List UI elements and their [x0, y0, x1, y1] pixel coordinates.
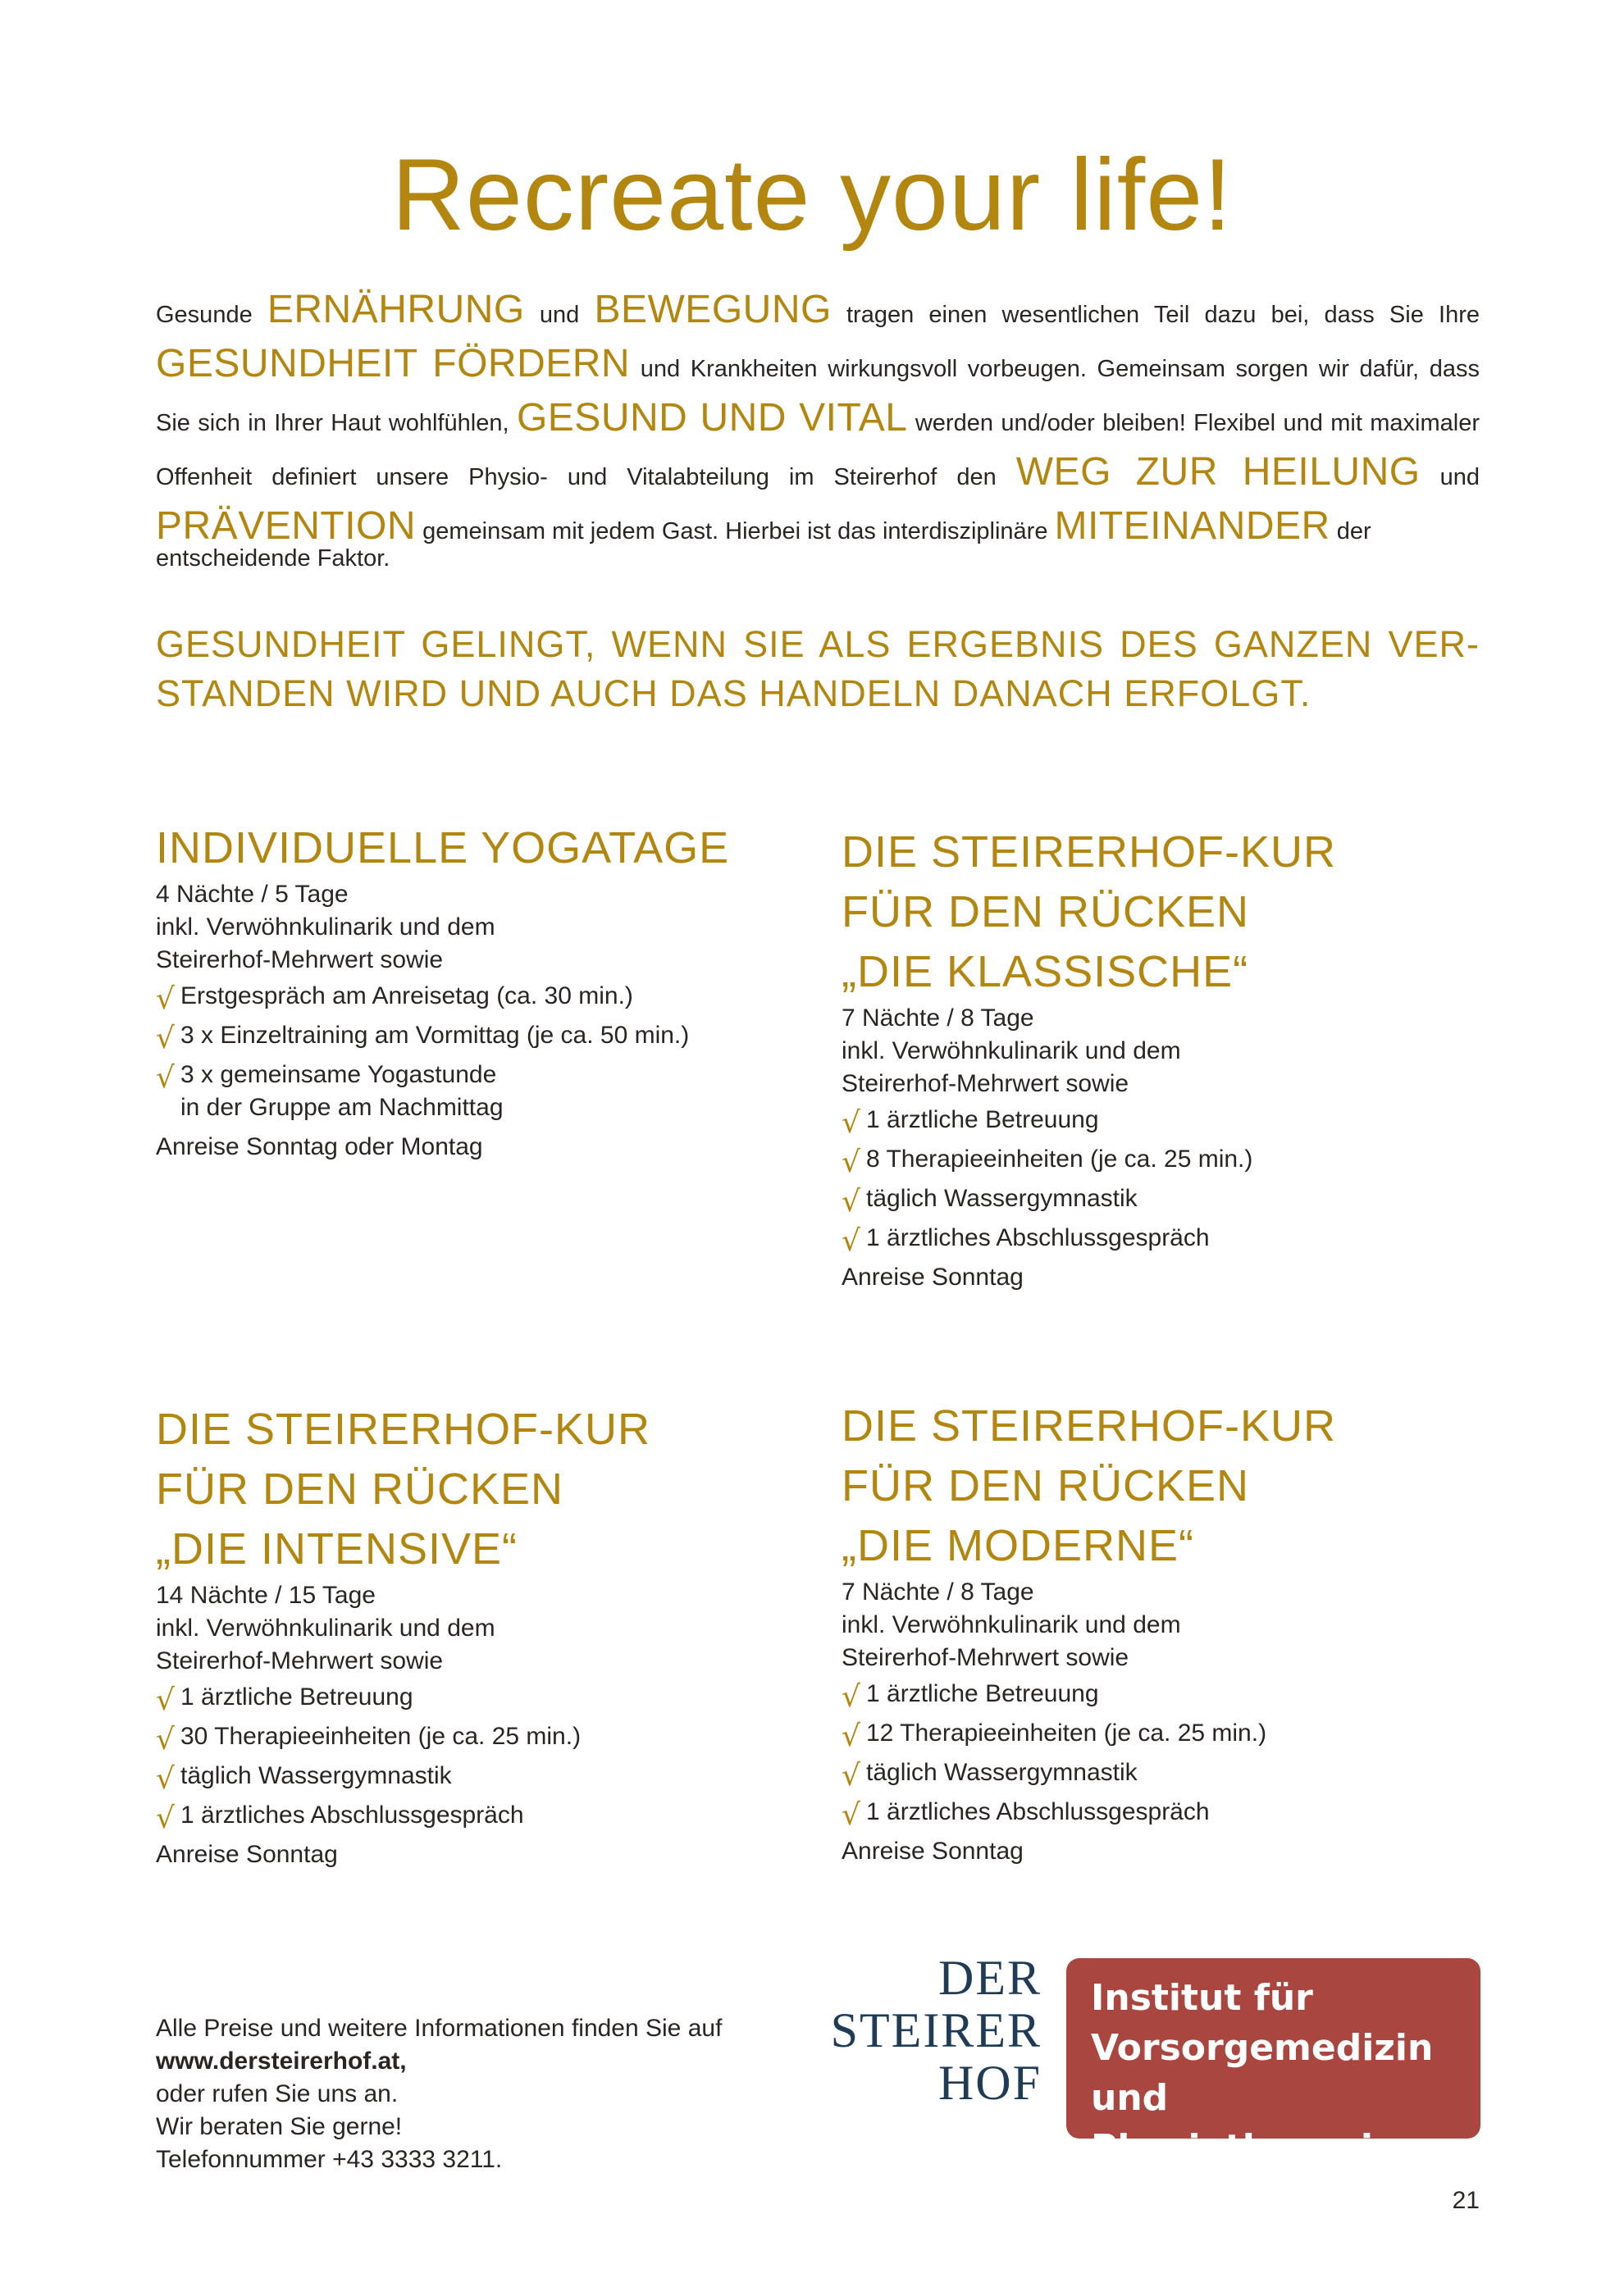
- offer-items: [156, 1681, 779, 1835]
- claim-line: STANDEN WIRD UND AUCH DAS HANDELN DANACH ERFOLGT.: [156, 672, 1312, 714]
- offer-meta: [156, 878, 779, 977]
- offer-title: [156, 1400, 779, 1579]
- intro-text: der: [1330, 518, 1371, 544]
- footer-line: Alle Preise und weitere Informationen finden Sie auf: [156, 2015, 723, 2042]
- offer-items: [842, 1678, 1465, 1832]
- offer-duration: 4 Nächte / 5 Tage: [156, 881, 349, 908]
- list-item: √ Erstgespräch am Anreisetag (ca. 30 min.): [156, 982, 633, 1016]
- intro-paragraph: [156, 285, 1480, 572]
- offer-meta: [842, 1576, 1465, 1674]
- offer-title: [156, 818, 779, 878]
- footer-line: Wir beraten Sie gerne!: [156, 2113, 403, 2140]
- offer-title-line: INDIVIDUELLE YOGATAGE: [156, 823, 730, 872]
- list-item: √ täglich Wassergymnastik: [156, 1762, 452, 1796]
- claim-statement: [156, 620, 1480, 718]
- checkmark-icon: √: [842, 1720, 860, 1753]
- highlight-gesund-vital: GESUND UND VITAL: [516, 396, 908, 440]
- list-item: √ 1 ärztliches Abschlussgespräch: [842, 1224, 1210, 1258]
- offer-duration: 14 Nächte / 15 Tage: [156, 1582, 376, 1609]
- checkmark-icon: √: [842, 1224, 860, 1258]
- page-title: Recreate your life!: [391, 139, 1233, 252]
- list-item: √ 12 Therapieeinheiten (je ca. 25 min.): [842, 1720, 1267, 1753]
- offer-arrival: Anreise Sonntag: [842, 1264, 1024, 1291]
- offer-title-line: DIE STEIRERHOF-KUR: [842, 827, 1337, 877]
- offer-title-line: „DIE INTENSIVE“: [156, 1524, 518, 1574]
- checkmark-icon: √: [842, 1680, 860, 1714]
- list-item: √ täglich Wassergymnastik: [842, 1759, 1138, 1793]
- offer-intensive: [156, 1400, 779, 1871]
- checkmark-icon: √: [156, 1683, 175, 1717]
- list-item: √ 1 ärztliche Betreuung: [842, 1106, 1099, 1140]
- footer-line: www.dersteirerhof.at, oder rufen Sie uns an.: [156, 2048, 407, 2107]
- checkmark-icon: √: [156, 1022, 175, 1055]
- highlight-miteinander: MITEINANDER: [1054, 504, 1330, 548]
- checkmark-icon: √: [842, 1106, 860, 1140]
- highlight-ernaehrung: ERNÄHRUNG: [267, 288, 525, 331]
- list-item: √ 1 ärztliches Abschlussgespräch: [842, 1798, 1210, 1832]
- offer-arrival: Anreise Sonntag: [156, 1841, 338, 1868]
- offer-arrival: Anreise Sonntag oder Montag: [156, 1133, 483, 1160]
- checkmark-icon: √: [156, 1723, 175, 1756]
- steirerhof-logo: DER STEIRER HOF: [830, 1951, 1042, 2110]
- offer-title-line: FÜR DEN RÜCKEN: [156, 1465, 564, 1514]
- checkmark-icon: √: [156, 1061, 175, 1095]
- offer-klassische: [842, 822, 1465, 1294]
- intro-text: gemeinsam mit jedem Gast. Hierbei ist das interdisziplinäre: [416, 518, 1055, 544]
- offer-meta: [842, 1002, 1465, 1100]
- offer-title-line: FÜR DEN RÜCKEN: [842, 887, 1250, 936]
- page-number: 21: [1452, 2187, 1480, 2214]
- offer-includes: inkl. Verwöhnkulinarik und dem: [842, 1037, 1181, 1064]
- offer-title: [842, 1396, 1465, 1576]
- claim-line: GESUNDHEIT GELINGT, WENN SIE ALS ERGEBNIS DES GANZEN VER-: [156, 623, 1480, 665]
- intro-text-last: entscheidende Faktor.: [156, 545, 390, 572]
- checkmark-icon: √: [842, 1759, 860, 1793]
- highlight-praevention: PRÄVENTION: [156, 504, 417, 548]
- checkmark-icon: √: [156, 982, 175, 1016]
- intro-text: und: [524, 302, 595, 328]
- offer-includes: Steirerhof-Mehrwert sowie: [842, 1644, 1129, 1671]
- list-item: √ täglich Wassergymnastik: [842, 1185, 1138, 1219]
- intro-text: Gesunde: [156, 302, 267, 328]
- intro-text: werden und/oder bleiben! Flexibel und mit maximaler Offenheit definiert unsere Physio- und Vitalabteilung im Steirerhof den: [156, 410, 1480, 490]
- offer-yogatage: [156, 818, 779, 1164]
- intro-text: tragen einen wesentlichen Teil dazu bei, dass Sie Ihre: [831, 302, 1480, 328]
- offer-includes: inkl. Verwöhnkulinarik und dem: [156, 913, 495, 941]
- list-item: √ 30 Therapieeinheiten (je ca. 25 min.): [156, 1723, 582, 1756]
- highlight-bewegung: BEWEGUNG: [594, 288, 832, 331]
- checkmark-icon: √: [842, 1798, 860, 1832]
- footer-contact: [156, 2012, 812, 2176]
- offer-includes: Steirerhof-Mehrwert sowie: [842, 1070, 1129, 1097]
- offer-includes: Steirerhof-Mehrwert sowie: [156, 946, 444, 973]
- offer-includes: inkl. Verwöhnkulinarik und dem: [842, 1611, 1181, 1638]
- offer-title-line: DIE STEIRERHOF-KUR: [842, 1401, 1337, 1451]
- list-item: √ 3 x Einzeltraining am Vormittag (je ca. 50 min.): [156, 1022, 690, 1055]
- list-item: √ 1 ärztliche Betreuung: [842, 1680, 1099, 1714]
- highlight-gesundheit: GESUNDHEIT FÖRDERN: [156, 342, 631, 385]
- offer-items: [842, 1104, 1465, 1258]
- offer-moderne: [842, 1396, 1465, 1868]
- phone-number: Telefonnummer +43 3333 3211.: [156, 2146, 503, 2173]
- checkmark-icon: √: [842, 1185, 860, 1219]
- checkmark-icon: √: [156, 1762, 175, 1796]
- website-link[interactable]: www.dersteirerhof.at,: [156, 2048, 407, 2075]
- offer-arrival: Anreise Sonntag: [842, 1838, 1024, 1865]
- offer-title: [842, 822, 1465, 1002]
- highlight-weg-heilung: WEG ZUR HEILUNG: [1015, 450, 1421, 494]
- list-item: √ 3 x gemeinsame Yogastunde in der Gruppe am Nachmittag: [156, 1061, 504, 1121]
- list-item: √ 8 Therapieeinheiten (je ca. 25 min.): [842, 1146, 1253, 1179]
- offer-duration: 7 Nächte / 8 Tage: [842, 1578, 1034, 1606]
- offer-title-line: DIE STEIRERHOF-KUR: [156, 1405, 651, 1454]
- checkmark-icon: √: [156, 1802, 175, 1835]
- offer-meta: [156, 1579, 779, 1678]
- offer-title-line: FÜR DEN RÜCKEN: [842, 1461, 1250, 1510]
- intro-text: und Krankheiten wirkungsvoll vorbeugen. Gemeinsam sorgen wir dafür, dass Sie sich in Ihrer Haut wohlfühlen,: [156, 356, 1480, 436]
- list-item: √ 1 ärztliche Betreuung: [156, 1683, 413, 1717]
- offer-items: [156, 980, 779, 1124]
- institute-badge: Institut für Vorsorgemedizin und Physiotherapie: [1066, 1958, 1480, 2139]
- offer-duration: 7 Nächte / 8 Tage: [842, 1004, 1034, 1032]
- intro-text: und: [1420, 464, 1480, 490]
- offer-includes: inkl. Verwöhnkulinarik und dem: [156, 1615, 495, 1642]
- offer-title-line: „DIE MODERNE“: [842, 1521, 1194, 1570]
- list-item: √ 1 ärztliches Abschlussgespräch: [156, 1802, 524, 1835]
- checkmark-icon: √: [842, 1146, 860, 1179]
- offer-includes: Steirerhof-Mehrwert sowie: [156, 1647, 444, 1674]
- offer-title-line: „DIE KLASSISCHE“: [842, 947, 1249, 996]
